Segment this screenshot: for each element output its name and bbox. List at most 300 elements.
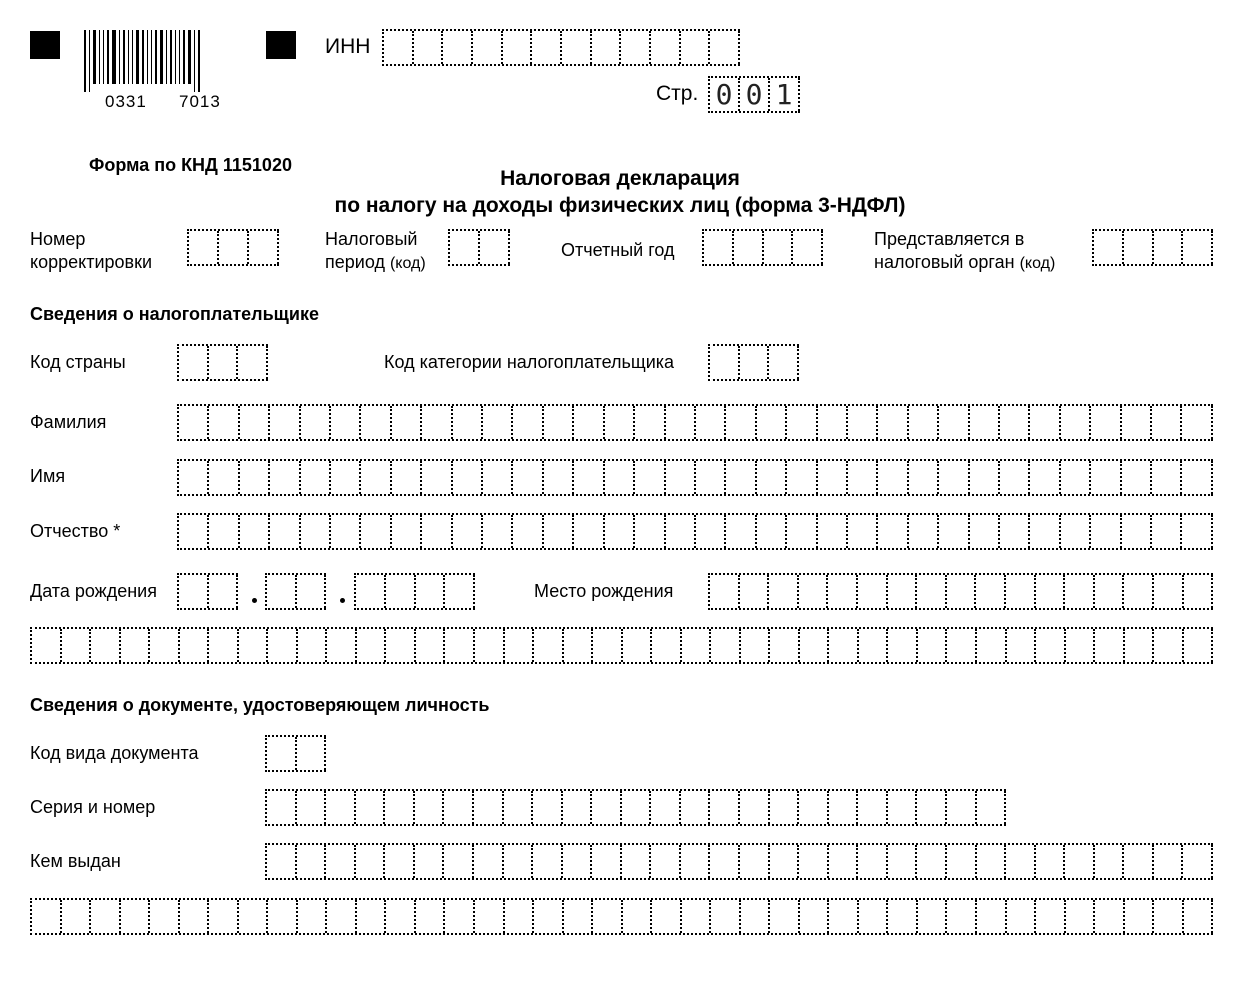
field-cell xyxy=(710,346,740,379)
field-cell xyxy=(356,575,386,608)
page-number-field[interactable] xyxy=(708,76,800,113)
birth-date-label: Дата рождения xyxy=(30,581,157,601)
form-knd-label: Форма по КНД 1151020 xyxy=(89,155,292,175)
field-cell xyxy=(534,629,564,662)
field-cell xyxy=(799,791,829,824)
field-cell xyxy=(848,515,878,548)
patronymic-label: Отчество * xyxy=(30,521,121,541)
barcode-bar xyxy=(179,30,180,84)
field-cell xyxy=(888,629,918,662)
barcode-bar xyxy=(84,30,86,92)
field-cell xyxy=(121,900,151,933)
field-cell xyxy=(787,515,817,548)
field-cell xyxy=(939,515,969,548)
field-cell xyxy=(1152,515,1182,548)
field-cell xyxy=(483,461,513,494)
report-year-label: Отчетный год xyxy=(561,240,675,260)
field-cell xyxy=(1154,900,1184,933)
field-cell xyxy=(740,845,770,878)
field-cell xyxy=(878,461,908,494)
field-cell xyxy=(513,406,543,439)
field-cell xyxy=(858,575,888,608)
field-cell xyxy=(592,845,622,878)
field-cell xyxy=(681,31,711,64)
field-cell xyxy=(740,791,770,824)
field-cell xyxy=(331,406,361,439)
field-cell xyxy=(918,900,948,933)
field-cell xyxy=(422,406,452,439)
field-cell xyxy=(238,346,268,379)
field-cell xyxy=(1030,406,1060,439)
field-cell xyxy=(415,791,445,824)
barcode-bar xyxy=(123,30,125,84)
field-cell xyxy=(564,900,594,933)
field-cell xyxy=(1006,845,1036,878)
field-cell xyxy=(544,515,574,548)
field-cell xyxy=(297,791,327,824)
field-cell xyxy=(1152,461,1182,494)
field-cell xyxy=(1154,845,1184,878)
field-cell xyxy=(1006,575,1036,608)
field-cell xyxy=(326,791,356,824)
field-cell xyxy=(764,231,794,264)
field-cell xyxy=(1061,406,1091,439)
field-cell xyxy=(219,231,249,264)
field-cell xyxy=(326,845,356,878)
field-cell xyxy=(416,900,446,933)
field-cell xyxy=(1065,845,1095,878)
field-cell xyxy=(829,791,859,824)
barcode-bar xyxy=(119,30,120,84)
field-cell xyxy=(453,461,483,494)
correction-number-field[interactable] xyxy=(187,229,279,266)
field-cell xyxy=(414,31,444,64)
field-cell xyxy=(445,900,475,933)
field-cell xyxy=(666,406,696,439)
field-cell xyxy=(301,406,331,439)
field-cell xyxy=(1061,461,1091,494)
field-cell xyxy=(977,629,1007,662)
date-separator-dot xyxy=(252,598,257,603)
field-cell xyxy=(1007,900,1037,933)
field-cell xyxy=(1095,629,1125,662)
field-cell xyxy=(917,575,947,608)
barcode-bar xyxy=(194,30,195,92)
series-number-label: Серия и номер xyxy=(30,797,156,817)
field-cell xyxy=(740,346,770,379)
field-cell xyxy=(711,629,741,662)
page-digit: 0 xyxy=(740,78,770,111)
birth-year-field[interactable] xyxy=(354,573,475,610)
field-cell xyxy=(682,629,712,662)
field-cell xyxy=(787,406,817,439)
field-cell xyxy=(710,575,740,608)
field-cell xyxy=(297,575,327,608)
field-cell xyxy=(696,461,726,494)
field-cell xyxy=(392,406,422,439)
field-cell xyxy=(829,629,859,662)
field-cell xyxy=(564,629,594,662)
field-cell xyxy=(976,575,1006,608)
field-cell xyxy=(268,900,298,933)
field-cell xyxy=(150,629,180,662)
field-cell xyxy=(483,406,513,439)
field-cell xyxy=(696,406,726,439)
field-cell xyxy=(800,900,830,933)
field-cell xyxy=(1066,629,1096,662)
field-cell xyxy=(444,845,474,878)
field-cell xyxy=(622,845,652,878)
field-cell xyxy=(593,629,623,662)
field-cell xyxy=(666,515,696,548)
field-cell xyxy=(1091,406,1121,439)
field-cell xyxy=(504,845,534,878)
field-cell xyxy=(270,406,300,439)
field-cell xyxy=(268,629,298,662)
field-cell xyxy=(829,845,859,878)
field-cell xyxy=(1066,900,1096,933)
field-cell xyxy=(848,461,878,494)
field-cell xyxy=(475,629,505,662)
field-cell xyxy=(416,629,446,662)
field-cell xyxy=(180,900,210,933)
field-cell xyxy=(1154,231,1184,264)
registration-marker-left xyxy=(30,31,60,59)
field-cell xyxy=(666,461,696,494)
field-cell xyxy=(267,575,297,608)
field-cell xyxy=(1000,406,1030,439)
field-cell xyxy=(651,845,681,878)
field-cell xyxy=(1094,231,1124,264)
document-type-field[interactable] xyxy=(265,735,326,772)
tax-period-field[interactable] xyxy=(448,229,510,266)
field-cell xyxy=(179,515,209,548)
field-cell xyxy=(240,515,270,548)
field-cell xyxy=(474,845,504,878)
field-cell xyxy=(947,900,977,933)
field-cell xyxy=(793,231,823,264)
field-cell xyxy=(1122,515,1152,548)
barcode-bar xyxy=(170,30,172,84)
field-cell xyxy=(563,845,593,878)
field-cell xyxy=(711,900,741,933)
barcode-number-right: 7013 xyxy=(179,92,221,111)
field-cell xyxy=(710,845,740,878)
field-cell xyxy=(91,900,121,933)
field-cell xyxy=(1036,900,1066,933)
birth-month-field[interactable] xyxy=(265,573,326,610)
field-cell xyxy=(239,629,269,662)
field-cell xyxy=(909,461,939,494)
field-cell xyxy=(563,791,593,824)
field-cell xyxy=(361,461,391,494)
field-cell xyxy=(327,900,357,933)
field-cell xyxy=(1152,406,1182,439)
field-cell xyxy=(301,515,331,548)
field-cell xyxy=(651,31,681,64)
issued-by-field-line-2[interactable] xyxy=(30,898,1213,935)
field-cell xyxy=(1183,845,1213,878)
field-cell xyxy=(621,31,651,64)
field-cell xyxy=(240,406,270,439)
field-cell xyxy=(532,31,562,64)
tax-authority-label: Представляется в налоговый орган (код) xyxy=(874,229,1056,272)
field-cell xyxy=(331,515,361,548)
field-cell xyxy=(422,515,452,548)
field-cell xyxy=(710,791,740,824)
field-cell xyxy=(696,515,726,548)
issued-by-field[interactable] xyxy=(265,843,1213,880)
field-cell xyxy=(357,900,387,933)
page-title xyxy=(0,165,1240,219)
field-cell xyxy=(533,845,563,878)
field-cell xyxy=(209,900,239,933)
field-cell xyxy=(947,845,977,878)
field-cell xyxy=(1182,515,1212,548)
field-cell xyxy=(189,231,219,264)
field-cell xyxy=(888,791,918,824)
field-cell xyxy=(533,791,563,824)
field-cell xyxy=(209,575,239,608)
field-cell xyxy=(574,461,604,494)
field-cell xyxy=(297,845,327,878)
field-cell xyxy=(977,900,1007,933)
field-cell xyxy=(1184,900,1214,933)
barcode-bar xyxy=(93,30,96,84)
field-cell xyxy=(209,629,239,662)
barcode-bar xyxy=(198,30,200,92)
field-cell xyxy=(1182,461,1212,494)
field-cell xyxy=(1125,900,1155,933)
field-cell xyxy=(593,900,623,933)
category-code-field[interactable] xyxy=(708,344,799,381)
field-cell xyxy=(829,900,859,933)
title-line-2: по налогу на доходы физических лиц (форма 3-НДФЛ) xyxy=(334,194,906,217)
field-cell xyxy=(1124,575,1154,608)
field-cell xyxy=(386,629,416,662)
barcode-bar xyxy=(132,30,133,84)
field-cell xyxy=(651,791,681,824)
field-cell xyxy=(623,629,653,662)
field-cell xyxy=(513,515,543,548)
field-cell xyxy=(453,406,483,439)
taxpayer-section-title: Сведения о налогоплательщике xyxy=(30,304,319,324)
tax-authority-field[interactable] xyxy=(1092,229,1213,266)
field-cell xyxy=(453,515,483,548)
date-separator-dot xyxy=(340,598,345,603)
field-cell xyxy=(726,406,756,439)
field-cell xyxy=(503,31,533,64)
field-cell xyxy=(209,515,239,548)
field-cell xyxy=(970,461,1000,494)
field-cell xyxy=(240,461,270,494)
field-cell xyxy=(770,845,800,878)
field-cell xyxy=(1124,845,1154,878)
field-cell xyxy=(562,31,592,64)
field-cell xyxy=(1183,231,1213,264)
field-cell xyxy=(977,791,1007,824)
field-cell xyxy=(1124,231,1154,264)
field-cell xyxy=(386,575,416,608)
field-cell xyxy=(267,845,297,878)
field-cell xyxy=(327,629,357,662)
field-cell xyxy=(301,461,331,494)
field-cell xyxy=(878,406,908,439)
field-cell xyxy=(939,406,969,439)
category-code-label: Код категории налогоплательщика xyxy=(384,352,675,372)
field-cell xyxy=(150,900,180,933)
field-cell xyxy=(799,845,829,878)
field-cell xyxy=(909,406,939,439)
field-cell xyxy=(179,575,209,608)
title-line-1: Налоговая декларация xyxy=(500,167,740,190)
barcode-bar xyxy=(188,30,191,84)
field-cell xyxy=(298,629,328,662)
name-label: Имя xyxy=(30,466,66,486)
field-cell xyxy=(1036,629,1066,662)
name-field[interactable] xyxy=(177,459,1213,496)
field-cell xyxy=(858,845,888,878)
field-cell xyxy=(1036,845,1066,878)
field-cell xyxy=(918,629,948,662)
field-cell xyxy=(62,629,92,662)
field-cell xyxy=(799,575,829,608)
field-cell xyxy=(770,629,800,662)
field-cell xyxy=(740,575,770,608)
field-cell xyxy=(180,629,210,662)
field-cell xyxy=(710,31,740,64)
field-cell xyxy=(947,575,977,608)
field-cell xyxy=(1184,575,1214,608)
field-cell xyxy=(888,575,918,608)
inn-label: ИНН xyxy=(325,35,371,58)
field-cell xyxy=(909,515,939,548)
field-cell xyxy=(445,575,475,608)
field-cell xyxy=(270,461,300,494)
barcode-bar xyxy=(147,30,148,84)
field-cell xyxy=(443,31,473,64)
correction-number-label: Номер корректировки xyxy=(30,229,153,272)
field-cell xyxy=(681,845,711,878)
field-cell xyxy=(1154,629,1184,662)
page-digit: 0 xyxy=(710,78,740,111)
barcode-number-left: 0331 xyxy=(105,92,147,111)
field-cell xyxy=(384,31,414,64)
field-cell xyxy=(888,845,918,878)
field-cell xyxy=(734,231,764,264)
field-cell xyxy=(1125,629,1155,662)
field-cell xyxy=(209,346,239,379)
barcode-bar xyxy=(128,30,129,84)
field-cell xyxy=(605,515,635,548)
field-cell xyxy=(422,461,452,494)
field-cell xyxy=(480,231,510,264)
series-number-field[interactable] xyxy=(265,789,1006,826)
page-digit: 1 xyxy=(770,78,800,111)
birth-place-label: Место рождения xyxy=(534,581,674,601)
document-type-label: Код вида документа xyxy=(30,743,199,763)
field-cell xyxy=(361,406,391,439)
field-cell xyxy=(592,31,622,64)
report-year-field[interactable] xyxy=(702,229,823,266)
field-cell xyxy=(386,900,416,933)
field-cell xyxy=(179,406,209,439)
tax-period-label: Налоговый период (код) xyxy=(325,229,426,272)
field-cell xyxy=(474,791,504,824)
country-code-field[interactable] xyxy=(177,344,268,381)
field-cell xyxy=(878,515,908,548)
field-cell xyxy=(818,515,848,548)
registration-marker-right xyxy=(266,31,296,59)
birth-place-field-line-2[interactable] xyxy=(30,627,1213,664)
field-cell xyxy=(1000,461,1030,494)
field-cell xyxy=(416,575,446,608)
field-cell xyxy=(770,900,800,933)
barcode-bar xyxy=(160,30,163,84)
field-cell xyxy=(504,791,534,824)
field-cell xyxy=(681,791,711,824)
field-cell xyxy=(356,791,386,824)
field-cell xyxy=(848,406,878,439)
barcode-bar xyxy=(112,30,116,84)
surname-field[interactable] xyxy=(177,404,1213,441)
field-cell xyxy=(757,406,787,439)
field-cell xyxy=(939,461,969,494)
field-cell xyxy=(1122,406,1152,439)
field-cell xyxy=(1091,515,1121,548)
field-cell xyxy=(385,791,415,824)
field-cell xyxy=(270,515,300,548)
field-cell xyxy=(32,629,62,662)
field-cell xyxy=(828,575,858,608)
field-cell xyxy=(415,845,445,878)
field-cell xyxy=(888,900,918,933)
field-cell xyxy=(91,629,121,662)
field-cell xyxy=(1184,629,1214,662)
barcode-bar xyxy=(99,30,100,84)
field-cell xyxy=(726,461,756,494)
barcode-bar xyxy=(136,30,139,84)
field-cell xyxy=(179,346,209,379)
field-cell xyxy=(1154,575,1184,608)
field-cell xyxy=(970,406,1000,439)
inn-field[interactable] xyxy=(382,29,740,66)
birth-place-field[interactable] xyxy=(708,573,1213,610)
barcode-bar xyxy=(183,30,185,84)
field-cell xyxy=(682,900,712,933)
field-cell xyxy=(445,629,475,662)
field-cell xyxy=(726,515,756,548)
field-cell xyxy=(592,791,622,824)
field-cell xyxy=(741,629,771,662)
field-cell xyxy=(505,900,535,933)
field-cell xyxy=(1091,461,1121,494)
field-cell xyxy=(704,231,734,264)
patronymic-field[interactable] xyxy=(177,513,1213,550)
field-cell xyxy=(1095,575,1125,608)
field-cell xyxy=(574,406,604,439)
field-cell xyxy=(356,845,386,878)
birth-day-field[interactable] xyxy=(177,573,238,610)
field-cell xyxy=(769,346,799,379)
field-cell xyxy=(623,900,653,933)
field-cell xyxy=(947,791,977,824)
field-cell xyxy=(757,515,787,548)
field-cell xyxy=(917,845,947,878)
field-cell xyxy=(209,406,239,439)
field-cell xyxy=(483,515,513,548)
field-cell xyxy=(1030,461,1060,494)
